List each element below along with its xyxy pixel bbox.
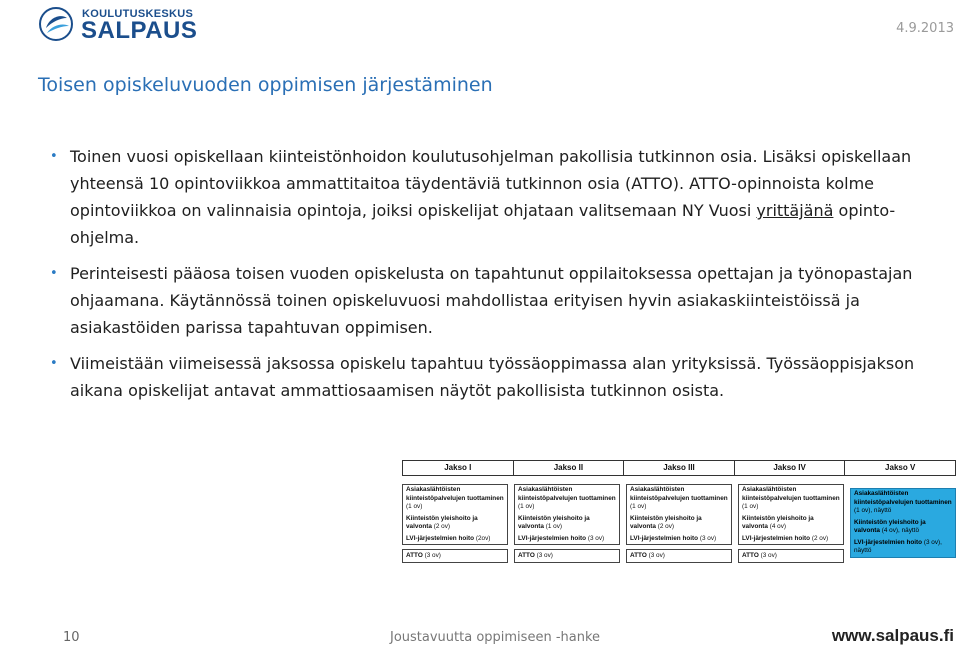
- bullet-icon: •: [50, 149, 58, 164]
- course-item: Asiakaslähtöisten kiinteistöpalvelujen tuottaminen (1 ov): [406, 486, 504, 510]
- logo-title: SALPAUS: [81, 17, 198, 44]
- course-item: LVI-järjestelmien hoito (3 ov): [518, 534, 605, 542]
- course-item: Kiinteistön yleishoito ja valvonta (1 ov): [518, 514, 590, 530]
- atto-box: ATTO (3 ov): [626, 549, 732, 563]
- bullet-list: [50, 143, 920, 413]
- period-column-highlighted: [850, 484, 956, 563]
- bullet-item: [50, 350, 920, 404]
- bullet-icon: •: [50, 266, 58, 281]
- course-item: Kiinteistön yleishoito ja valvonta (2 ov): [406, 514, 478, 530]
- bullet-text-end: opinto-ohjelma.: [70, 201, 896, 247]
- schedule-header: [402, 460, 956, 476]
- salpaus-logo-icon: [38, 6, 74, 42]
- footer-project: Joustavuutta oppimiseen -hanke: [390, 630, 601, 645]
- period-column: [402, 484, 508, 563]
- schedule-table: [402, 460, 956, 563]
- bullet-item: [50, 260, 920, 341]
- period-header: Jakso IV: [735, 461, 846, 475]
- period-header: Jakso III: [624, 461, 735, 475]
- bullet-underlined: yrittäjänä: [756, 201, 834, 220]
- course-item: Asiakaslähtöisten kiinteistöpalvelujen tuottaminen (1 ov): [630, 486, 728, 510]
- bullet-text: Toinen vuosi opiskellaan kiinteistönhoidon koulutusohjelman pakollisia tutkinnon osia. Lisäksi opiskellaan yhteensä 10 opintoviikkoa ammattitaitoa täydentäviä tutkinnon osia (ATTO). ATTO-opinnoista kolme opintoviikkoa on valinnaisia opintoja, joiksi opiskelijat ohjataan valitsemaan NY Vuosi: [70, 147, 912, 220]
- course-item: Asiakaslähtöisten kiinteistöpalvelujen tuottaminen (1 ov): [518, 486, 616, 510]
- logo-subtitle: KOULUTUSKESKUS: [82, 8, 194, 20]
- course-box: [626, 484, 732, 545]
- schedule-columns: [402, 484, 956, 563]
- period-column: [626, 484, 732, 563]
- course-item: Asiakaslähtöisten kiinteistöpalvelujen tuottaminen (1 ov), näyttö: [854, 490, 952, 514]
- period-header: Jakso II: [514, 461, 625, 475]
- period-header: Jakso I: [403, 461, 514, 475]
- course-item: LVI-järjestelmien hoito (3 ov): [630, 534, 717, 542]
- course-item: LVI-järjestelmien hoito (3 ov), näyttö: [854, 538, 942, 554]
- course-item: Kiinteistön yleishoito ja valvonta (4 ov), näyttö: [854, 518, 926, 534]
- course-item: Asiakaslähtöisten kiinteistöpalvelujen tuottaminen (1 ov): [742, 486, 840, 510]
- date: 4.9.2013: [896, 21, 954, 36]
- logo: [38, 6, 208, 42]
- course-box: [738, 484, 844, 545]
- footer-url: www.salpaus.fi: [831, 626, 954, 645]
- course-box: [514, 484, 620, 545]
- atto-box: ATTO (3 ov): [402, 549, 508, 563]
- period-column: [514, 484, 620, 563]
- atto-box: ATTO (3 ov): [514, 549, 620, 563]
- course-box-highlighted: [850, 488, 956, 558]
- slide-title: Toisen opiskeluvuoden oppimisen järjestäminen: [38, 74, 493, 96]
- course-item: Kiinteistön yleishoito ja valvonta (2 ov): [630, 514, 702, 530]
- page-number: 10: [63, 630, 80, 645]
- bullet-text: Perinteisesti pääosa toisen vuoden opiskelusta on tapahtunut oppilaitoksessa opettajan ja työnopastajan ohjaamana. Käytännössä toinen opiskeluvuosi mahdollistaa erityisen hyvin asiakaskiinteistöissä ja asiakastöiden parissa tapahtuvan oppimisen.: [70, 264, 913, 337]
- course-item: LVI-järjestelmien hoito (2 ov): [742, 534, 829, 542]
- period-header: Jakso V: [885, 463, 916, 472]
- course-item: LVI-järjestelmien hoito (2ov): [406, 534, 491, 542]
- bullet-icon: •: [50, 356, 58, 371]
- course-item: Kiinteistön yleishoito ja valvonta (4 ov): [742, 514, 814, 530]
- course-box: [402, 484, 508, 545]
- bullet-item: [50, 143, 920, 251]
- bullet-text: Viimeistään viimeisessä jaksossa opiskelu tapahtuu työssäoppimassa alan yrityksissä. Työssäoppisjakson aikana opiskelijat antavat ammattiosaamisen näytöt pakollisista tutkinnon osista.: [70, 354, 915, 400]
- period-column: [738, 484, 844, 563]
- atto-box: ATTO (3 ov): [738, 549, 844, 563]
